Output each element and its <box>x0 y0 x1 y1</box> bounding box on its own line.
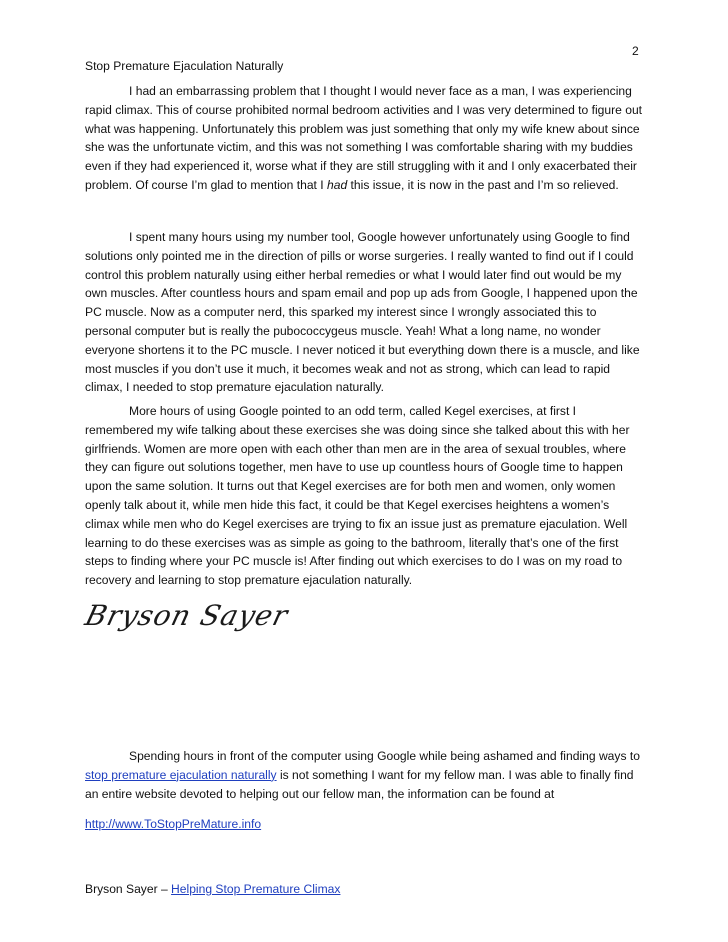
website-url-link[interactable]: http://www.ToStopPreMature.info <box>85 817 262 831</box>
paragraph-1-text-end: this issue, it is now in the past and I’m so relieved. <box>347 177 619 192</box>
paragraph-1-text-start: I had an embarrassing problem that I thought I would never face as a man, I was experiencing rapid climax. This of course prohibited normal bedroom activities and I was very determined to figure out what was happening. Unfortunately this problem was just something that only my wife knew about since she was the unfortunate victim, and this was not something I was comfortable sharing with my buddies even if they had experienced it, worse what if they are still struggling with it and I only exacerbated their problem. Of course I’m glad to mention that I <box>85 84 643 192</box>
paragraph-3-text: More hours of using Google pointed to an odd term, called Kegel exercises, at first I remembered my wife talking about these exercises she was doing since she talked about this with her girlfriends. Women are more open with each other than men are in the area of sexual troubles, where they can figure out solutions together, men have to use up countless hours of Google time to happen upon the same solution. It turns out that Kegel exercises are for both men and women, only women openly talk about it, while men hide this fact, it could be that Kegel exercises heightens a women’s climax while men who do Kegel exercises are trying to fix an issue just as premature ejaculation. Well learning to do these exercises was as simple as going to the bathroom, literally that’s one of the first steps to finding where your PC muscle is! After finding out which exercises to do I was on my road to recovery and learning to stop premature ejaculation naturally. <box>85 404 630 588</box>
page-number: 2 <box>632 44 639 58</box>
footer-author: Bryson Sayer – <box>85 882 172 896</box>
paragraph-4-text-end: is not something I want for my fellow man. I was able to finally find an entire website devoted to helping out our fellow man, the information can be found at <box>85 767 634 801</box>
running-head: Stop Premature Ejaculation Naturally <box>85 59 284 73</box>
paragraph-1 <box>85 82 645 195</box>
paragraph-4-text-start: Spending hours in front of the computer using Google while being ashamed and finding ways to <box>129 749 640 763</box>
paragraph-4 <box>85 747 645 803</box>
paragraph-2 <box>85 228 645 397</box>
website-url-line <box>85 817 261 831</box>
footer-link[interactable]: Helping Stop Premature Climax <box>171 882 341 896</box>
page-footer <box>85 882 340 896</box>
paragraph-3 <box>85 402 645 590</box>
signature-text: Bryson Sayer <box>81 599 292 632</box>
stop-premature-ejaculation-link[interactable]: stop premature ejaculation naturally <box>85 767 277 782</box>
handwritten-signature <box>82 599 292 632</box>
paragraph-2-text: I spent many hours using my number tool, Google however unfortunately using Google to find solutions only pointed me in the direction of pills or worse surgeries. I really wanted to find out if I could control this problem naturally using either herbal remedies or what I would later find out would be my own muscles. After countless hours and spam email and pop up ads from Google, I happened upon the PC muscle. Now as a computer nerd, this sparked my interest since I wrongly associated this to personal computer but is really the pubococcygeus muscle. Yeah! What a long name, no wonder everyone shortens it to the PC muscle. I never noticed it but everything down there is a muscle, and like most muscles if you don’t use it much, it becomes weak and not as strong, which can lead to rapid climax, I needed to stop premature ejaculation naturally. <box>85 230 640 395</box>
emphasis-had: had <box>327 177 348 192</box>
